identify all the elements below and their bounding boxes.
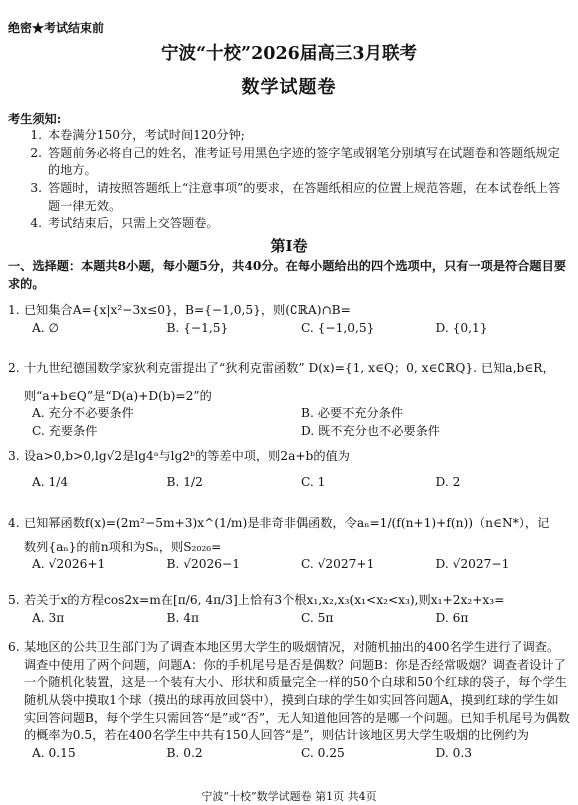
option-b: B. 0.2	[166, 746, 203, 761]
option-d: D. 6π	[435, 610, 469, 625]
option-b: B. {−1,5}	[166, 320, 229, 335]
question-4: 4. 已知幂函数f(x)=(2m²−5m+3)x^(1/m)是非奇非偶函数，令aₙ=1/(f(n+1)+f(n))（n∈N*），记 数列{aₙ}的前n项和为Sₙ，则S₂₀₂₆= A. √2026+1 B. √2026−1 C. √2027+1 D. √2027−1	[8, 515, 570, 574]
question-3: 3. 设a>0,b>0,lg√2是lg4ᵃ与lg2ᵇ的等差中项，则2a+b的值为 A. 1/4 B. 1/2 C. 1 D. 2	[8, 448, 570, 491]
question-5: 5. 若关于x的方程cos2x=m在[π/6, 4π/3]上恰有3个根x₁,x₂,x₃(x₁<x₂<x₃),则x₁+2x₂+x₃= A. 3π B. 4π C. 5π D. 6π	[8, 592, 570, 627]
option-c: C. 0.25	[301, 746, 345, 761]
option-c: C. 充要条件	[32, 424, 98, 439]
option-d: D. 2	[435, 474, 461, 489]
notice-item: 3. 答题时，请按照答题纸上“注意事项”的要求，在答题纸相应的位置上规范答题，在本试卷纸上答题一律无效。	[30, 181, 561, 213]
question-6: 6. 某地区的公共卫生部门为了调查本地区男大学生的吸烟情况，对随机抽出的400名学生进行了调查。调查中使用了两个问题，问题A：你的手机尾号是否是偶数？问题B：你是否经常吸烟？调查者设计了一个随机化装置，这是一个装有大小、形状和质量完全一样的50个白球和50个红球的袋子，每个学生随机从袋中摸取1个球（摸出的球再放回袋中），摸到白球的学生如实回答问题A，摸到红球的学生如实回答问题B，每个学生只需回答“是”或“否”，无人知道他回答的是哪一个问题。已知手机尾号为偶数的概率为0.5，若在400名学生中共有150人回答“是”，则估计该地区男大学生吸烟的比例约为 A. 0.15 B. 0.2 C. 0.25 D. 0.3	[8, 639, 570, 763]
option-a: A. 0.15	[32, 746, 76, 761]
notice-item: 1. 本卷满分150分，考试时间120分钟;	[30, 128, 245, 142]
volume-heading: 第Ⅰ卷	[270, 237, 308, 255]
option-c: C. √2027+1	[301, 557, 375, 572]
page-footer: 宁波“十校”数学试题卷 第1页 共4页	[201, 790, 377, 803]
option-a: A. 1/4	[32, 474, 69, 489]
option-a: A. ∅	[32, 320, 60, 335]
section-heading: 一、选择题：本题共8小题，每小题5分，共40分。在每小题给出的四个选项中，只有一项是符合题目要求的。	[8, 259, 566, 291]
option-d: D. {0,1}	[435, 320, 488, 335]
option-b: B. √2026−1	[166, 557, 240, 572]
option-a: A. 充分不必要条件	[32, 406, 134, 421]
option-a: A. √2026+1	[32, 557, 106, 572]
option-c: C. 5π	[301, 610, 334, 625]
option-b: B. 必要不充分条件	[301, 406, 404, 421]
notice-heading: 考生须知:	[8, 112, 62, 126]
secret-label: 绝密★考试结束前	[8, 21, 105, 35]
notice-item: 2. 答题前务必将自己的姓名，准考证号用黑色字迹的签字笔或钢笔分别填写在试题卷和答题纸规定的地方。	[30, 145, 560, 178]
exam-title: 宁波“十校”2026届高三3月联考	[160, 44, 417, 64]
option-d: D. 既不充分也不必要条件	[301, 424, 440, 439]
option-a: A. 3π	[32, 610, 65, 625]
option-b: B. 1/2	[166, 474, 203, 489]
option-b: B. 4π	[166, 610, 199, 625]
question-2: 2. 十九世纪德国数学家狄利克雷提出了“狄利克雷函数” D(x)={1, x∈Q；0, x∈∁ℝQ}. 已知a,b∈R， 则“a+b∈Q”是“D(a)+D(b)=2”的 A. 充分不必要条件 B. 必要不充分条件 C. 充要条件 D. 既不充分也不必要条件	[8, 360, 570, 441]
exam-subtitle: 数学试题卷	[241, 77, 337, 98]
option-d: D. 0.3	[435, 746, 472, 761]
option-c: C. {−1,0,5}	[301, 320, 375, 335]
notice-item: 4. 考试结束后，只需上交答题卷。	[30, 216, 219, 231]
notice-list	[14, 127, 570, 233]
option-d: D. √2027−1	[435, 557, 510, 572]
question-1: 1. 已知集合A={x|x²−3x≤0}，B={−1,0,5}，则(∁ℝA)∩B= A. ∅ B. {−1,5} C. {−1,0,5} D. {0,1}	[8, 302, 570, 337]
option-c: C. 1	[301, 474, 326, 489]
